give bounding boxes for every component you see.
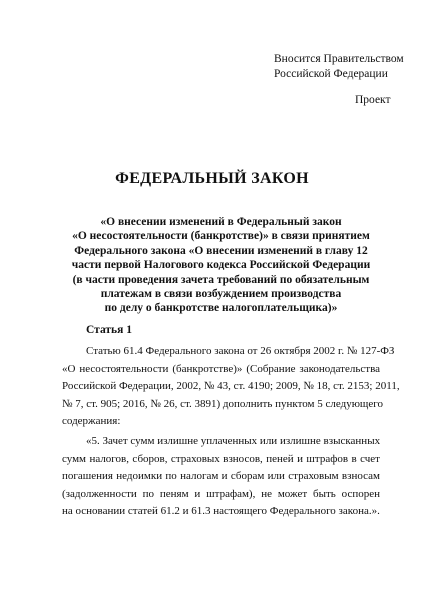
submitter-block bbox=[274, 52, 404, 82]
paragraph-line: № 7, ст. 905; 2016, № 26, ст. 3891) дополнить пунктом 5 следующего bbox=[62, 397, 384, 410]
submitter-line: Российской Федерации bbox=[274, 68, 388, 80]
subtitle-line: платежам в связи возбуждением производства bbox=[100, 288, 342, 301]
subtitle-line: «О внесении изменений в Федеральный закон bbox=[100, 216, 342, 228]
paragraph-line: содержания: bbox=[62, 415, 121, 428]
subtitle-line: (в части проведения зачета требований по обязательным bbox=[72, 273, 370, 286]
subtitle-line: по делу о банкротстве налогоплательщика)» bbox=[104, 302, 338, 315]
subtitle-line: Федерального закона «О внесении изменений в главу 12 bbox=[74, 244, 368, 257]
paragraph-line: сумм налогов, сборов, страховых взносов, пеней и штрафов в счет bbox=[62, 452, 380, 465]
amendment-paragraph bbox=[62, 433, 380, 521]
draft-status-label: Проект bbox=[355, 94, 391, 106]
subtitle-line: части первой Налогового кодекса Российской Федерации bbox=[71, 259, 371, 272]
document-subtitle bbox=[62, 215, 380, 316]
paragraph-line: «О несостоятельности (банкротстве)» (Собрание законодательства bbox=[62, 362, 380, 375]
paragraph-line: на основании статей 61.2 и 61.3 настоящего Федерального закона.». bbox=[62, 505, 380, 518]
article-paragraph bbox=[62, 343, 400, 431]
article-heading: Статья 1 bbox=[86, 324, 132, 336]
paragraph-line: Российской Федерации, 2002, № 43, ст. 4190; 2009, № 18, ст. 2153; 2011, bbox=[62, 380, 400, 393]
paragraph-line: Статью 61.4 Федерального закона от 26 октября 2002 г. № 127-ФЗ bbox=[86, 345, 395, 357]
paragraph-line: «5. Зачет сумм излишне уплаченных или излишне взысканных bbox=[86, 435, 381, 447]
subtitle-line: «О несостоятельности (банкротстве)» в связи принятием bbox=[72, 230, 370, 243]
document-title: ФЕДЕРАЛЬНЫЙ ЗАКОН bbox=[115, 170, 309, 187]
submitter-line: Вносится Правительством bbox=[274, 53, 404, 65]
paragraph-line: (задолженности по пеням и штрафам), не может быть оспорен bbox=[62, 487, 380, 500]
paragraph-line: погашения недоимки по налогам и сборам или страховым взносам bbox=[62, 470, 380, 483]
